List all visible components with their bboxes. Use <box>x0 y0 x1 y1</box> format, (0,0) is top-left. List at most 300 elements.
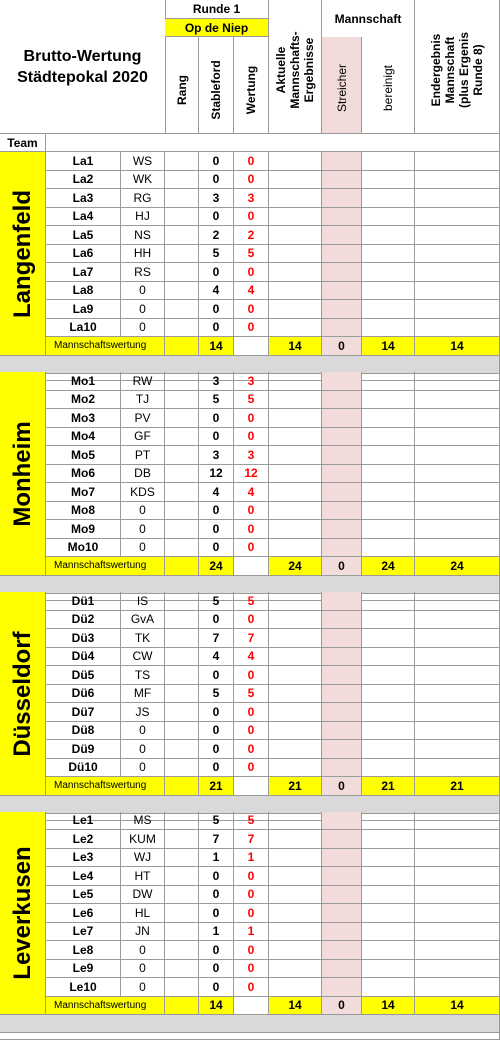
summary-rang-cell[interactable] <box>165 337 199 356</box>
player-streicher-cell[interactable] <box>322 923 362 942</box>
player-id-cell[interactable]: Le9 <box>46 960 121 979</box>
player-endergebnis-cell[interactable] <box>415 904 500 923</box>
player-aktuelle-cell[interactable] <box>269 904 322 923</box>
player-streicher-cell[interactable] <box>322 226 362 245</box>
player-aktuelle-cell[interactable] <box>269 465 322 484</box>
player-endergebnis-cell[interactable] <box>415 685 500 704</box>
player-endergebnis-cell[interactable] <box>415 812 500 831</box>
player-aktuelle-cell[interactable] <box>269 830 322 849</box>
player-aktuelle-cell[interactable] <box>269 685 322 704</box>
player-wertung-cell[interactable]: 4 <box>234 648 269 667</box>
player-wertung-cell[interactable]: 5 <box>234 685 269 704</box>
player-endergebnis-cell[interactable] <box>415 465 500 484</box>
player-id-cell[interactable]: Mo3 <box>46 409 121 428</box>
separator-row[interactable] <box>0 576 500 594</box>
player-id-cell[interactable]: Dü10 <box>46 759 121 778</box>
player-rang-cell[interactable] <box>165 722 199 741</box>
player-endergebnis-cell[interactable] <box>415 520 500 539</box>
summary-stableford-cell[interactable]: 21 <box>199 777 234 796</box>
player-wertung-cell[interactable]: 0 <box>234 666 269 685</box>
player-endergebnis-cell[interactable] <box>415 941 500 960</box>
player-initials-cell[interactable]: 0 <box>121 960 165 979</box>
player-aktuelle-cell[interactable] <box>269 867 322 886</box>
player-endergebnis-cell[interactable] <box>415 539 500 558</box>
summary-streicher-cell[interactable]: 0 <box>322 777 362 796</box>
player-stableford-cell[interactable]: 1 <box>199 923 234 942</box>
player-streicher-cell[interactable] <box>322 539 362 558</box>
player-stableford-cell[interactable]: 0 <box>199 300 234 319</box>
player-rang-cell[interactable] <box>165 372 199 391</box>
player-initials-cell[interactable]: TK <box>121 629 165 648</box>
player-stableford-cell[interactable]: 0 <box>199 152 234 171</box>
player-initials-cell[interactable]: 0 <box>121 502 165 521</box>
player-initials-cell[interactable]: GF <box>121 428 165 447</box>
player-initials-cell[interactable]: JN <box>121 923 165 942</box>
player-aktuelle-cell[interactable] <box>269 428 322 447</box>
player-initials-cell[interactable]: RG <box>121 189 165 208</box>
team-score-label[interactable]: Mannschaftswertung <box>46 337 165 356</box>
player-stableford-cell[interactable]: 0 <box>199 319 234 338</box>
player-bereinigt-cell[interactable] <box>362 539 415 558</box>
player-rang-cell[interactable] <box>165 941 199 960</box>
player-wertung-cell[interactable]: 5 <box>234 245 269 264</box>
player-bereinigt-cell[interactable] <box>362 391 415 410</box>
player-streicher-cell[interactable] <box>322 886 362 905</box>
player-aktuelle-cell[interactable] <box>269 539 322 558</box>
player-rang-cell[interactable] <box>165 226 199 245</box>
player-rang-cell[interactable] <box>165 629 199 648</box>
player-streicher-cell[interactable] <box>322 263 362 282</box>
player-stableford-cell[interactable]: 0 <box>199 502 234 521</box>
player-endergebnis-cell[interactable] <box>415 319 500 338</box>
player-stableford-cell[interactable]: 5 <box>199 685 234 704</box>
player-streicher-cell[interactable] <box>322 960 362 979</box>
player-id-cell[interactable]: La5 <box>46 226 121 245</box>
player-aktuelle-cell[interactable] <box>269 629 322 648</box>
player-stableford-cell[interactable]: 0 <box>199 886 234 905</box>
player-wertung-cell[interactable]: 0 <box>234 539 269 558</box>
player-rang-cell[interactable] <box>165 592 199 611</box>
player-bereinigt-cell[interactable] <box>362 923 415 942</box>
player-stableford-cell[interactable]: 1 <box>199 849 234 868</box>
player-initials-cell[interactable]: 0 <box>121 520 165 539</box>
player-bereinigt-cell[interactable] <box>362 904 415 923</box>
player-bereinigt-cell[interactable] <box>362 722 415 741</box>
player-initials-cell[interactable]: TJ <box>121 391 165 410</box>
player-stableford-cell[interactable]: 0 <box>199 611 234 630</box>
player-id-cell[interactable]: Le3 <box>46 849 121 868</box>
player-rang-cell[interactable] <box>165 904 199 923</box>
player-bereinigt-cell[interactable] <box>362 759 415 778</box>
player-aktuelle-cell[interactable] <box>269 978 322 997</box>
player-rang-cell[interactable] <box>165 152 199 171</box>
summary-endergebnis-cell[interactable]: 24 <box>415 557 500 576</box>
player-rang-cell[interactable] <box>165 867 199 886</box>
player-aktuelle-cell[interactable] <box>269 372 322 391</box>
player-initials-cell[interactable]: PT <box>121 446 165 465</box>
player-initials-cell[interactable]: JS <box>121 703 165 722</box>
player-wertung-cell[interactable]: 3 <box>234 189 269 208</box>
player-endergebnis-cell[interactable] <box>415 189 500 208</box>
player-bereinigt-cell[interactable] <box>362 245 415 264</box>
player-wertung-cell[interactable]: 7 <box>234 830 269 849</box>
player-endergebnis-cell[interactable] <box>415 978 500 997</box>
player-endergebnis-cell[interactable] <box>415 282 500 301</box>
player-wertung-cell[interactable]: 1 <box>234 923 269 942</box>
player-wertung-cell[interactable]: 3 <box>234 372 269 391</box>
player-bereinigt-cell[interactable] <box>362 319 415 338</box>
summary-stableford-cell[interactable]: 24 <box>199 557 234 576</box>
player-wertung-cell[interactable]: 0 <box>234 428 269 447</box>
team-score-label[interactable]: Mannschaftswertung <box>46 997 165 1016</box>
player-endergebnis-cell[interactable] <box>415 830 500 849</box>
summary-aktuelle-cell[interactable]: 14 <box>269 337 322 356</box>
player-wertung-cell[interactable]: 0 <box>234 978 269 997</box>
player-streicher-cell[interactable] <box>322 629 362 648</box>
player-streicher-cell[interactable] <box>322 409 362 428</box>
player-wertung-cell[interactable]: 0 <box>234 171 269 190</box>
player-initials-cell[interactable]: WK <box>121 171 165 190</box>
player-aktuelle-cell[interactable] <box>269 520 322 539</box>
player-rang-cell[interactable] <box>165 978 199 997</box>
player-bereinigt-cell[interactable] <box>362 152 415 171</box>
player-streicher-cell[interactable] <box>322 520 362 539</box>
player-bereinigt-cell[interactable] <box>362 960 415 979</box>
player-bereinigt-cell[interactable] <box>362 611 415 630</box>
player-streicher-cell[interactable] <box>322 282 362 301</box>
player-endergebnis-cell[interactable] <box>415 648 500 667</box>
player-streicher-cell[interactable] <box>322 483 362 502</box>
player-bereinigt-cell[interactable] <box>362 867 415 886</box>
player-streicher-cell[interactable] <box>322 152 362 171</box>
player-wertung-cell[interactable]: 0 <box>234 886 269 905</box>
player-streicher-cell[interactable] <box>322 300 362 319</box>
player-streicher-cell[interactable] <box>322 189 362 208</box>
player-initials-cell[interactable]: KUM <box>121 830 165 849</box>
player-wertung-cell[interactable]: 5 <box>234 592 269 611</box>
player-wertung-cell[interactable]: 0 <box>234 611 269 630</box>
player-wertung-cell[interactable]: 0 <box>234 520 269 539</box>
separator-row[interactable] <box>0 356 500 374</box>
player-initials-cell[interactable]: 0 <box>121 319 165 338</box>
player-wertung-cell[interactable]: 3 <box>234 446 269 465</box>
player-initials-cell[interactable]: HJ <box>121 208 165 227</box>
player-id-cell[interactable]: Dü5 <box>46 666 121 685</box>
player-aktuelle-cell[interactable] <box>269 483 322 502</box>
summary-bereinigt-cell[interactable]: 14 <box>362 337 415 356</box>
player-rang-cell[interactable] <box>165 483 199 502</box>
player-initials-cell[interactable]: HT <box>121 867 165 886</box>
player-stableford-cell[interactable]: 5 <box>199 391 234 410</box>
summary-rang-cell[interactable] <box>165 557 199 576</box>
player-rang-cell[interactable] <box>165 685 199 704</box>
player-rang-cell[interactable] <box>165 263 199 282</box>
player-stableford-cell[interactable]: 0 <box>199 941 234 960</box>
player-rang-cell[interactable] <box>165 759 199 778</box>
player-wertung-cell[interactable]: 4 <box>234 483 269 502</box>
player-stableford-cell[interactable]: 0 <box>199 171 234 190</box>
spacer-row[interactable] <box>0 1033 500 1040</box>
player-rang-cell[interactable] <box>165 611 199 630</box>
player-stableford-cell[interactable]: 0 <box>199 428 234 447</box>
summary-endergebnis-cell[interactable]: 21 <box>415 777 500 796</box>
player-initials-cell[interactable]: PV <box>121 409 165 428</box>
player-initials-cell[interactable]: 0 <box>121 282 165 301</box>
player-endergebnis-cell[interactable] <box>415 867 500 886</box>
player-streicher-cell[interactable] <box>322 391 362 410</box>
player-id-cell[interactable]: Mo4 <box>46 428 121 447</box>
player-stableford-cell[interactable]: 0 <box>199 263 234 282</box>
player-rang-cell[interactable] <box>165 740 199 759</box>
player-id-cell[interactable]: Mo6 <box>46 465 121 484</box>
player-rang-cell[interactable] <box>165 830 199 849</box>
player-id-cell[interactable]: Mo2 <box>46 391 121 410</box>
player-initials-cell[interactable]: NS <box>121 226 165 245</box>
player-stableford-cell[interactable]: 0 <box>199 666 234 685</box>
player-id-cell[interactable]: Le5 <box>46 886 121 905</box>
summary-stableford-cell[interactable]: 14 <box>199 997 234 1016</box>
player-rang-cell[interactable] <box>165 319 199 338</box>
player-endergebnis-cell[interactable] <box>415 245 500 264</box>
player-stableford-cell[interactable]: 4 <box>199 483 234 502</box>
player-streicher-cell[interactable] <box>322 245 362 264</box>
player-id-cell[interactable]: La2 <box>46 171 121 190</box>
player-aktuelle-cell[interactable] <box>269 759 322 778</box>
player-wertung-cell[interactable]: 0 <box>234 740 269 759</box>
player-streicher-cell[interactable] <box>322 502 362 521</box>
player-streicher-cell[interactable] <box>322 740 362 759</box>
player-stableford-cell[interactable]: 0 <box>199 520 234 539</box>
player-endergebnis-cell[interactable] <box>415 849 500 868</box>
player-bereinigt-cell[interactable] <box>362 740 415 759</box>
player-streicher-cell[interactable] <box>322 722 362 741</box>
summary-rang-cell[interactable] <box>165 777 199 796</box>
player-endergebnis-cell[interactable] <box>415 171 500 190</box>
player-initials-cell[interactable]: MS <box>121 812 165 831</box>
player-aktuelle-cell[interactable] <box>269 666 322 685</box>
player-stableford-cell[interactable]: 4 <box>199 282 234 301</box>
player-stableford-cell[interactable]: 7 <box>199 830 234 849</box>
player-bereinigt-cell[interactable] <box>362 886 415 905</box>
player-id-cell[interactable]: La8 <box>46 282 121 301</box>
player-id-cell[interactable]: Le1 <box>46 812 121 831</box>
player-aktuelle-cell[interactable] <box>269 263 322 282</box>
player-endergebnis-cell[interactable] <box>415 483 500 502</box>
player-id-cell[interactable]: La4 <box>46 208 121 227</box>
player-rang-cell[interactable] <box>165 208 199 227</box>
player-stableford-cell[interactable]: 2 <box>199 226 234 245</box>
team-name-cell[interactable] <box>0 152 46 356</box>
player-endergebnis-cell[interactable] <box>415 446 500 465</box>
player-id-cell[interactable]: Dü6 <box>46 685 121 704</box>
player-streicher-cell[interactable] <box>322 208 362 227</box>
separator-row[interactable] <box>0 1015 500 1033</box>
player-aktuelle-cell[interactable] <box>269 812 322 831</box>
player-stableford-cell[interactable]: 7 <box>199 629 234 648</box>
player-streicher-cell[interactable] <box>322 685 362 704</box>
player-bereinigt-cell[interactable] <box>362 666 415 685</box>
player-bereinigt-cell[interactable] <box>362 592 415 611</box>
player-initials-cell[interactable]: 0 <box>121 722 165 741</box>
player-id-cell[interactable]: Mo7 <box>46 483 121 502</box>
player-aktuelle-cell[interactable] <box>269 941 322 960</box>
summary-bereinigt-cell[interactable]: 24 <box>362 557 415 576</box>
player-stableford-cell[interactable]: 5 <box>199 592 234 611</box>
player-bereinigt-cell[interactable] <box>362 703 415 722</box>
player-aktuelle-cell[interactable] <box>269 923 322 942</box>
player-streicher-cell[interactable] <box>322 759 362 778</box>
player-id-cell[interactable]: Mo9 <box>46 520 121 539</box>
player-rang-cell[interactable] <box>165 923 199 942</box>
player-streicher-cell[interactable] <box>322 849 362 868</box>
player-streicher-cell[interactable] <box>322 904 362 923</box>
player-endergebnis-cell[interactable] <box>415 703 500 722</box>
player-bereinigt-cell[interactable] <box>362 941 415 960</box>
player-rang-cell[interactable] <box>165 446 199 465</box>
player-streicher-cell[interactable] <box>322 830 362 849</box>
player-aktuelle-cell[interactable] <box>269 446 322 465</box>
player-initials-cell[interactable]: RW <box>121 372 165 391</box>
player-rang-cell[interactable] <box>165 812 199 831</box>
player-stableford-cell[interactable]: 0 <box>199 978 234 997</box>
player-initials-cell[interactable]: HH <box>121 245 165 264</box>
player-rang-cell[interactable] <box>165 391 199 410</box>
player-aktuelle-cell[interactable] <box>269 391 322 410</box>
player-bereinigt-cell[interactable] <box>362 428 415 447</box>
player-endergebnis-cell[interactable] <box>415 409 500 428</box>
player-endergebnis-cell[interactable] <box>415 300 500 319</box>
summary-streicher-cell[interactable]: 0 <box>322 997 362 1016</box>
player-id-cell[interactable]: La9 <box>46 300 121 319</box>
player-wertung-cell[interactable]: 0 <box>234 904 269 923</box>
player-stableford-cell[interactable]: 0 <box>199 759 234 778</box>
player-endergebnis-cell[interactable] <box>415 592 500 611</box>
player-streicher-cell[interactable] <box>322 428 362 447</box>
player-endergebnis-cell[interactable] <box>415 208 500 227</box>
player-wertung-cell[interactable]: 0 <box>234 759 269 778</box>
player-initials-cell[interactable]: DW <box>121 886 165 905</box>
player-aktuelle-cell[interactable] <box>269 960 322 979</box>
player-wertung-cell[interactable]: 1 <box>234 849 269 868</box>
player-endergebnis-cell[interactable] <box>415 722 500 741</box>
player-stableford-cell[interactable]: 0 <box>199 539 234 558</box>
player-id-cell[interactable]: Le8 <box>46 941 121 960</box>
summary-wertung-cell[interactable] <box>234 997 269 1016</box>
player-initials-cell[interactable]: MF <box>121 685 165 704</box>
player-streicher-cell[interactable] <box>322 465 362 484</box>
player-initials-cell[interactable]: WJ <box>121 849 165 868</box>
team-score-label[interactable]: Mannschaftswertung <box>46 557 165 576</box>
player-rang-cell[interactable] <box>165 520 199 539</box>
player-stableford-cell[interactable]: 3 <box>199 372 234 391</box>
player-stableford-cell[interactable]: 0 <box>199 208 234 227</box>
player-aktuelle-cell[interactable] <box>269 171 322 190</box>
player-stableford-cell[interactable]: 12 <box>199 465 234 484</box>
player-bereinigt-cell[interactable] <box>362 830 415 849</box>
player-aktuelle-cell[interactable] <box>269 319 322 338</box>
player-streicher-cell[interactable] <box>322 592 362 611</box>
player-id-cell[interactable]: Mo10 <box>46 539 121 558</box>
summary-wertung-cell[interactable] <box>234 557 269 576</box>
player-id-cell[interactable]: La10 <box>46 319 121 338</box>
player-stableford-cell[interactable]: 0 <box>199 740 234 759</box>
player-id-cell[interactable]: Le10 <box>46 978 121 997</box>
player-wertung-cell[interactable]: 0 <box>234 703 269 722</box>
player-bereinigt-cell[interactable] <box>362 263 415 282</box>
player-id-cell[interactable]: Le2 <box>46 830 121 849</box>
player-rang-cell[interactable] <box>165 849 199 868</box>
player-rang-cell[interactable] <box>165 539 199 558</box>
summary-aktuelle-cell[interactable]: 24 <box>269 557 322 576</box>
player-wertung-cell[interactable]: 0 <box>234 941 269 960</box>
player-wertung-cell[interactable]: 0 <box>234 867 269 886</box>
player-endergebnis-cell[interactable] <box>415 759 500 778</box>
player-initials-cell[interactable]: TS <box>121 666 165 685</box>
venue-header[interactable]: Op de Niep <box>165 19 269 37</box>
player-aktuelle-cell[interactable] <box>269 886 322 905</box>
player-aktuelle-cell[interactable] <box>269 245 322 264</box>
player-streicher-cell[interactable] <box>322 171 362 190</box>
team-label-row[interactable] <box>46 134 500 152</box>
player-aktuelle-cell[interactable] <box>269 502 322 521</box>
summary-bereinigt-cell[interactable]: 14 <box>362 997 415 1016</box>
player-rang-cell[interactable] <box>165 428 199 447</box>
player-initials-cell[interactable]: WS <box>121 152 165 171</box>
player-initials-cell[interactable]: HL <box>121 904 165 923</box>
player-aktuelle-cell[interactable] <box>269 740 322 759</box>
player-rang-cell[interactable] <box>165 703 199 722</box>
player-initials-cell[interactable]: 0 <box>121 740 165 759</box>
player-streicher-cell[interactable] <box>322 867 362 886</box>
player-initials-cell[interactable]: KDS <box>121 483 165 502</box>
player-id-cell[interactable]: Dü1 <box>46 592 121 611</box>
player-rang-cell[interactable] <box>165 171 199 190</box>
player-initials-cell[interactable]: DB <box>121 465 165 484</box>
player-rang-cell[interactable] <box>165 886 199 905</box>
summary-aktuelle-cell[interactable]: 21 <box>269 777 322 796</box>
player-aktuelle-cell[interactable] <box>269 152 322 171</box>
player-stableford-cell[interactable]: 4 <box>199 648 234 667</box>
player-endergebnis-cell[interactable] <box>415 226 500 245</box>
player-aktuelle-cell[interactable] <box>269 409 322 428</box>
team-name-cell[interactable] <box>0 812 46 1016</box>
player-endergebnis-cell[interactable] <box>415 372 500 391</box>
player-id-cell[interactable]: Dü7 <box>46 703 121 722</box>
player-stableford-cell[interactable]: 0 <box>199 904 234 923</box>
player-bereinigt-cell[interactable] <box>362 171 415 190</box>
player-endergebnis-cell[interactable] <box>415 428 500 447</box>
player-stableford-cell[interactable]: 0 <box>199 722 234 741</box>
runde-header[interactable]: Runde 1 <box>165 0 269 19</box>
team-name-cell[interactable] <box>0 372 46 576</box>
player-endergebnis-cell[interactable] <box>415 629 500 648</box>
player-stableford-cell[interactable]: 5 <box>199 245 234 264</box>
summary-streicher-cell[interactable]: 0 <box>322 337 362 356</box>
player-bereinigt-cell[interactable] <box>362 629 415 648</box>
player-id-cell[interactable]: La7 <box>46 263 121 282</box>
player-bereinigt-cell[interactable] <box>362 282 415 301</box>
player-endergebnis-cell[interactable] <box>415 152 500 171</box>
player-streicher-cell[interactable] <box>322 666 362 685</box>
summary-endergebnis-cell[interactable]: 14 <box>415 997 500 1016</box>
summary-aktuelle-cell[interactable]: 14 <box>269 997 322 1016</box>
player-stableford-cell[interactable]: 0 <box>199 409 234 428</box>
player-bereinigt-cell[interactable] <box>362 226 415 245</box>
player-stableford-cell[interactable]: 0 <box>199 867 234 886</box>
player-wertung-cell[interactable]: 0 <box>234 319 269 338</box>
player-wertung-cell[interactable]: 7 <box>234 629 269 648</box>
player-bereinigt-cell[interactable] <box>362 812 415 831</box>
